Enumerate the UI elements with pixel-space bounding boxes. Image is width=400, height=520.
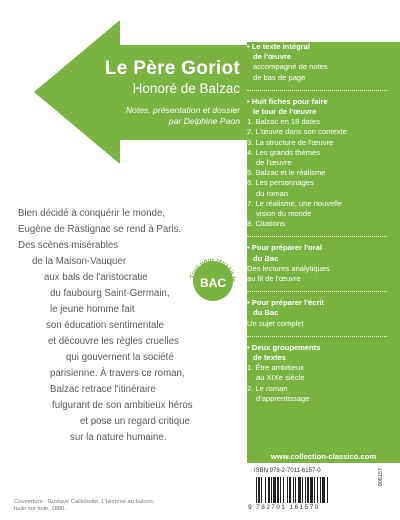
notes-credit xyxy=(60,105,240,127)
badge-arc-label: Tout pour réussir le xyxy=(189,257,238,283)
barcode-stripe xyxy=(271,477,272,503)
barcode-stripe xyxy=(327,477,328,503)
section-heading: • Le texte intégral xyxy=(247,42,311,51)
sidebar-section xyxy=(247,97,400,230)
section-item: 5. Balzac et le réalisme xyxy=(247,168,326,178)
section-heading: • Huit fiches pour faire xyxy=(247,96,328,106)
product-code: 006157 xyxy=(378,468,384,487)
blurb-line: parisienne. À travers ce roman, xyxy=(50,368,185,379)
notes-line-2: par Delphine Paon xyxy=(168,116,240,126)
blurb-line: fulgurant de son ambitieux héros xyxy=(52,400,193,411)
section-item: 8. Citations xyxy=(247,219,285,229)
barcode-stripe xyxy=(322,477,325,503)
sidebar-section xyxy=(247,298,400,329)
section-heading: • Pour préparer l'oral xyxy=(247,243,322,253)
book-title: Le Père Goriot xyxy=(104,58,240,79)
blurb-line: de la Maison-Vauquer xyxy=(32,256,127,267)
blurb-line: Bien décidé à conquérir le monde, xyxy=(18,208,166,219)
isbn-label: ISBN 978-2-7011-6157-0 xyxy=(254,468,321,474)
barcode-stripe xyxy=(283,477,284,503)
blurb-line: Balzac retrace l'itinéraire xyxy=(50,384,156,395)
barcode-digits: 9 782701 161570 xyxy=(248,504,320,511)
section-item: de bas de page xyxy=(253,72,306,82)
blurb-line: Eugène de Rastignac se rend à Paris. xyxy=(18,224,182,235)
blurb-line: sur la nature humaine. xyxy=(70,432,167,443)
book-author: Honoré de Balzac xyxy=(132,81,240,96)
barcode-stripe xyxy=(265,477,266,503)
credit-line-1: Couverture : Gustave Caillebotte, L'Homme au balcon, xyxy=(14,499,155,505)
barcode-stripe xyxy=(298,477,301,503)
section-divider xyxy=(247,236,387,237)
barcode-stripe xyxy=(310,477,313,503)
section-item: du Bac xyxy=(253,308,279,318)
barcode-stripe xyxy=(280,477,281,503)
section-item: 2. L'œuvre dans son contexte xyxy=(247,127,347,137)
section-item: accompagné de notes xyxy=(253,62,328,72)
blurb-line: aux bals de l'aristocratie xyxy=(44,272,148,283)
badge-bac-label: BAC xyxy=(200,276,226,290)
website-url[interactable]: www.collection-classico.com xyxy=(247,450,400,463)
barcode-stripe xyxy=(273,477,276,503)
blurb-line: et pose un regard critique xyxy=(80,416,190,427)
section-item: de textes xyxy=(253,353,286,363)
barcode-stripe xyxy=(307,477,309,503)
sidebar-section xyxy=(247,42,400,83)
section-item: 3. La structure de l'œuvre xyxy=(247,137,334,147)
section-item: 2. Le roman xyxy=(247,383,288,393)
barcode-stripe xyxy=(256,477,257,503)
barcode-icon xyxy=(254,477,366,503)
sidebar-section xyxy=(247,343,400,404)
section-item: 4. Les grands thèmes xyxy=(247,147,321,157)
contents-sidebar xyxy=(247,42,400,411)
section-item: au fil de l'œuvre xyxy=(247,274,301,284)
section-item: le tour de l'œuvre xyxy=(253,107,317,117)
section-item: 1. Balzac en 18 dates xyxy=(247,117,321,127)
blurb-line: son éducation sentimentale xyxy=(46,320,164,331)
barcode-stripe xyxy=(287,477,288,503)
section-divider xyxy=(247,336,387,337)
section-item: de l'œuvre xyxy=(256,158,292,168)
section-item: du roman xyxy=(256,188,289,198)
barcode-stripe xyxy=(261,477,262,503)
cover-credit xyxy=(14,499,214,513)
section-item: 6. Les personnages xyxy=(247,178,314,188)
barcode-stripe xyxy=(305,477,306,503)
barcode-stripe xyxy=(258,477,260,503)
barcode-stripe xyxy=(302,477,303,503)
barcode-stripe xyxy=(314,477,315,503)
sidebar-section xyxy=(247,243,400,284)
section-heading: • Pour préparer l'écrit xyxy=(247,298,325,308)
section-divider xyxy=(247,90,387,91)
section-item: du Bac xyxy=(253,253,279,263)
barcode-stripe xyxy=(268,477,270,503)
credit-line-2: huile sur toile, 1880. xyxy=(14,506,66,512)
notes-line-1: Notes, présentation et dossier xyxy=(125,105,240,115)
section-item: 7. Le réalisme, une nouvelle xyxy=(247,198,342,208)
barcode-stripe xyxy=(317,477,318,503)
blurb-line: Des scènes misérables xyxy=(18,240,119,251)
section-heading: • Deux groupements xyxy=(247,342,321,352)
blurb-line: et découvre les règles cruelles xyxy=(48,336,179,347)
blurb-line: qui gouvernent la société xyxy=(66,352,174,363)
section-item: d'apprentissage xyxy=(256,393,310,403)
title-block xyxy=(60,58,240,127)
section-item: 1. Être ambitieux xyxy=(247,363,304,373)
section-item: de l'œuvre xyxy=(253,52,292,62)
barcode-stripe xyxy=(289,477,291,503)
blurb-line: du faubourg Saint-Germain, xyxy=(50,288,170,299)
section-item: Un sujet complet xyxy=(247,318,304,328)
barcode-stripe xyxy=(320,477,321,503)
section-item: Des lectures analytiques xyxy=(247,263,330,273)
blurb-line: le jeune homme fait xyxy=(50,304,135,315)
barcode-stripe xyxy=(277,477,279,503)
section-divider xyxy=(247,291,387,292)
section-item: vision du monde xyxy=(256,209,312,219)
barcode-stripe xyxy=(295,477,296,503)
barcode-stripe xyxy=(293,477,294,503)
section-item: au XIXe siècle xyxy=(256,373,305,383)
